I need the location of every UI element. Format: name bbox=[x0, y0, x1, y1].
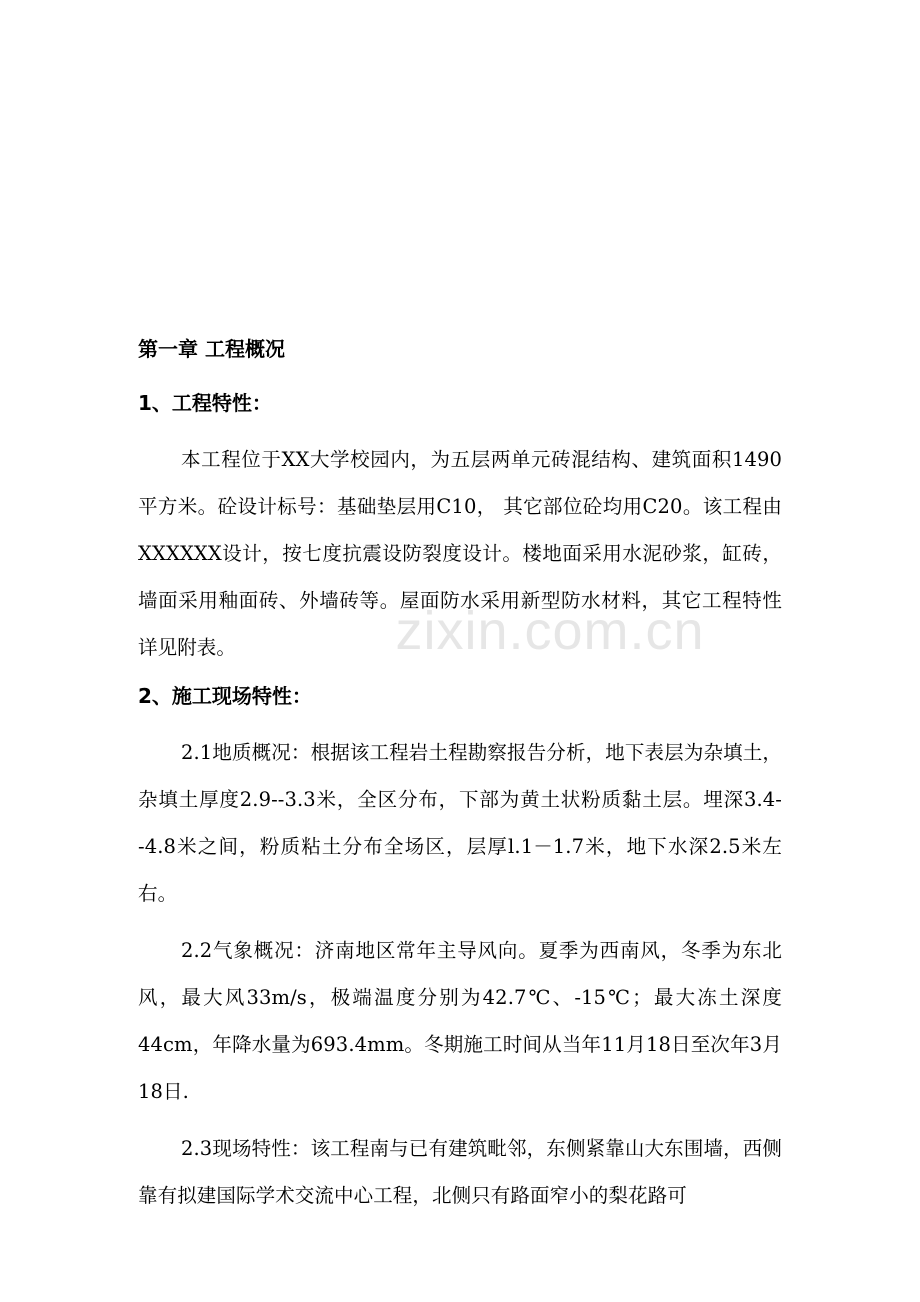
section-2-1-paragraph: 2.1地质概况：根据该工程岩土程勘察报告分析，地下表层为杂填土，杂填土厚度2.9--3.3米，全区分布，下部为黄土状粉质黏土层。埋深3.4--4.8米之间，粉质粘土分布全场区，层厚l.1－1.7米，地下水深2.5米左右。 bbox=[138, 741, 782, 905]
watermark: zixin.com.cn bbox=[395, 601, 705, 661]
section-2-3-paragraph: 2.3现场特性：该工程南与已有建筑毗邻，东侧紧靠山大东围墙，西侧靠有拟建国际学术交流中心工程，北侧只有路面窄小的梨花路可 bbox=[138, 1137, 782, 1207]
section-1-paragraph: 本工程位于XX大学校园内，为五层两单元砖混结构、建筑面积1490平方米。砼设计标号：基础垫层用C10， 其它部位砼均用C20。该工程由XXXXXX设计，按七度抗震设防裂度设计。楼地面采用水泥砂浆，缸砖，墙面采用釉面砖、外墙砖等。屋面防水采用新型防水材料，其它工程特性详见附表。 bbox=[138, 448, 782, 659]
section-2-2-paragraph: 2.2气象概况：济南地区常年主导风向。夏季为西南风，冬季为东北风，最大风33m/s，极端温度分别为42.7℃、-15℃；最大冻土深度44cm，年降水量为693.4mm。冬期施工时间从当年11月18日至次年3月18日. bbox=[138, 939, 782, 1103]
section-1-title: 1、工程特性： bbox=[138, 391, 272, 415]
section-2-title: 2、施工现场特性： bbox=[138, 684, 312, 708]
chapter-title: 第一章 工程概况 bbox=[138, 337, 285, 361]
document-body bbox=[138, 334, 782, 1229]
